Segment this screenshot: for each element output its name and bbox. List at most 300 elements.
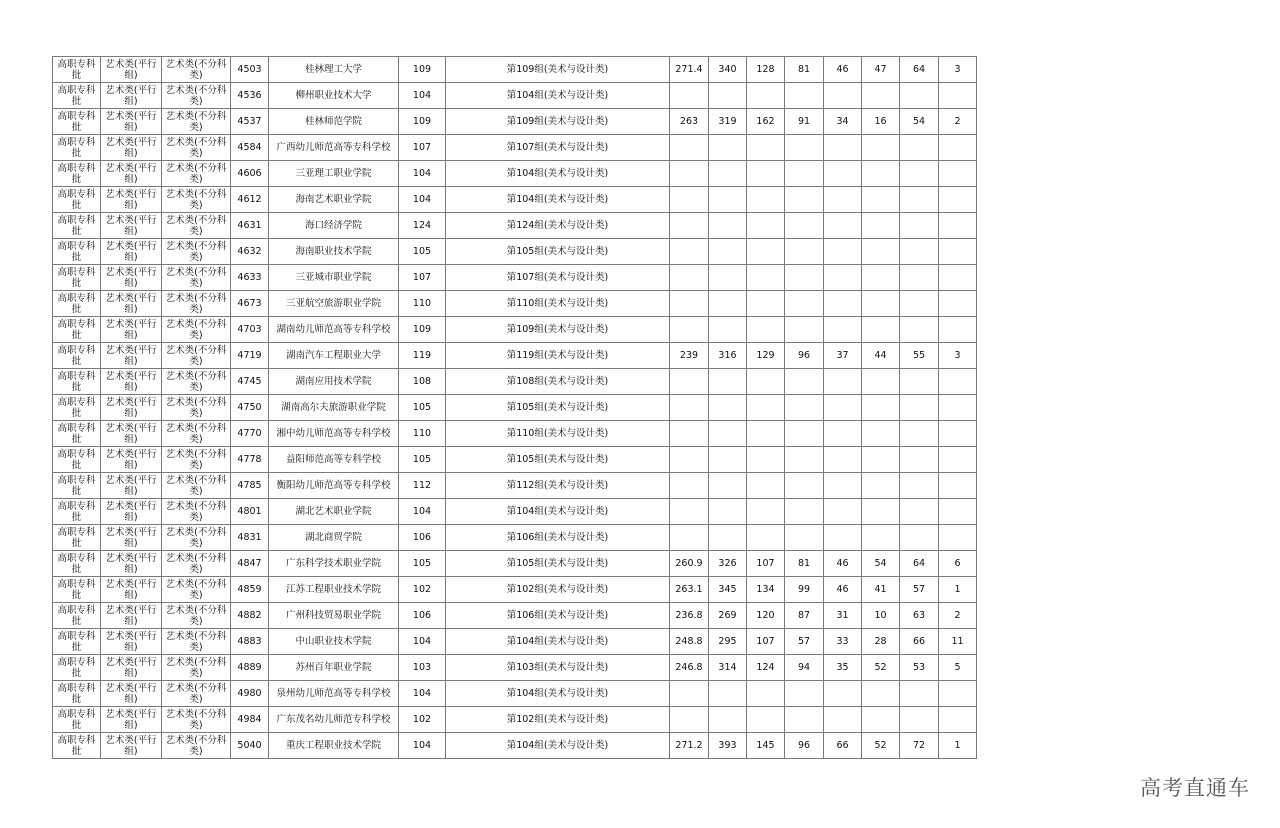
cell-col-f: 2 xyxy=(939,603,977,629)
cell-col-e xyxy=(900,187,939,213)
cell-subject-type: 艺术类(不分科类) xyxy=(162,213,231,239)
table-row xyxy=(53,395,977,421)
cell-col-e xyxy=(900,707,939,733)
table-row xyxy=(53,603,977,629)
table-row xyxy=(53,83,977,109)
cell-col-d: 52 xyxy=(862,733,900,759)
table-body xyxy=(53,57,977,759)
cell-col-f xyxy=(939,317,977,343)
cell-group-name: 第109组(美术与设计类) xyxy=(446,57,670,83)
cell-school-name: 湖北艺术职业学院 xyxy=(269,499,399,525)
cell-col-b xyxy=(785,395,824,421)
cell-school-code: 5040 xyxy=(231,733,269,759)
cell-col-e: 55 xyxy=(900,343,939,369)
cell-avg-score xyxy=(670,499,709,525)
cell-col-d: 52 xyxy=(862,655,900,681)
cell-col-b: 57 xyxy=(785,629,824,655)
cell-col-e xyxy=(900,447,939,473)
cell-col-e xyxy=(900,499,939,525)
cell-col-d xyxy=(862,395,900,421)
cell-batch: 高职专科批 xyxy=(53,265,101,291)
cell-col-a: 145 xyxy=(747,733,785,759)
cell-school-code: 4632 xyxy=(231,239,269,265)
cell-school-code: 4770 xyxy=(231,421,269,447)
table-row xyxy=(53,109,977,135)
cell-batch: 高职专科批 xyxy=(53,83,101,109)
cell-category: 艺术类(平行组) xyxy=(101,109,162,135)
cell-col-f: 1 xyxy=(939,733,977,759)
cell-col-f: 1 xyxy=(939,577,977,603)
table-row xyxy=(53,213,977,239)
cell-subject-type: 艺术类(不分科类) xyxy=(162,187,231,213)
cell-school-name: 广州科技贸易职业学院 xyxy=(269,603,399,629)
cell-col-f: 2 xyxy=(939,109,977,135)
cell-col-e: 57 xyxy=(900,577,939,603)
cell-col-c xyxy=(824,213,862,239)
cell-group-code: 109 xyxy=(399,57,446,83)
cell-subject-type: 艺术类(不分科类) xyxy=(162,83,231,109)
cell-batch: 高职专科批 xyxy=(53,473,101,499)
cell-batch: 高职专科批 xyxy=(53,577,101,603)
cell-col-c xyxy=(824,83,862,109)
cell-col-f xyxy=(939,421,977,447)
cell-subject-type: 艺术类(不分科类) xyxy=(162,473,231,499)
cell-col-e xyxy=(900,213,939,239)
cell-col-d xyxy=(862,265,900,291)
cell-col-c: 46 xyxy=(824,577,862,603)
cell-col-f xyxy=(939,239,977,265)
cell-school-name: 三亚城市职业学院 xyxy=(269,265,399,291)
cell-category: 艺术类(平行组) xyxy=(101,551,162,577)
cell-col-a xyxy=(747,447,785,473)
cell-group-code: 107 xyxy=(399,135,446,161)
cell-col-e: 63 xyxy=(900,603,939,629)
cell-category: 艺术类(平行组) xyxy=(101,447,162,473)
cell-category: 艺术类(平行组) xyxy=(101,57,162,83)
cell-col-f xyxy=(939,447,977,473)
cell-school-code: 4606 xyxy=(231,161,269,187)
table-row xyxy=(53,655,977,681)
cell-subject-type: 艺术类(不分科类) xyxy=(162,265,231,291)
cell-batch: 高职专科批 xyxy=(53,161,101,187)
cell-col-a xyxy=(747,265,785,291)
cell-category: 艺术类(平行组) xyxy=(101,733,162,759)
cell-group-name: 第108组(美术与设计类) xyxy=(446,369,670,395)
cell-school-name: 湖南汽车工程职业大学 xyxy=(269,343,399,369)
cell-col-b xyxy=(785,239,824,265)
cell-batch: 高职专科批 xyxy=(53,187,101,213)
cell-subject-type: 艺术类(不分科类) xyxy=(162,161,231,187)
cell-group-code: 105 xyxy=(399,447,446,473)
cell-col-e xyxy=(900,369,939,395)
cell-school-code: 4778 xyxy=(231,447,269,473)
cell-group-name: 第109组(美术与设计类) xyxy=(446,317,670,343)
cell-avg-score: 271.2 xyxy=(670,733,709,759)
cell-col-d: 10 xyxy=(862,603,900,629)
cell-school-code: 4883 xyxy=(231,629,269,655)
cell-col-a xyxy=(747,317,785,343)
cell-col-e xyxy=(900,265,939,291)
cell-col-b: 87 xyxy=(785,603,824,629)
cell-avg-score: 260.9 xyxy=(670,551,709,577)
cell-col-b xyxy=(785,525,824,551)
cell-col-b xyxy=(785,447,824,473)
cell-avg-score xyxy=(670,421,709,447)
cell-col-e xyxy=(900,473,939,499)
cell-category: 艺术类(平行组) xyxy=(101,577,162,603)
cell-max-score: 269 xyxy=(709,603,747,629)
cell-school-code: 4750 xyxy=(231,395,269,421)
cell-category: 艺术类(平行组) xyxy=(101,291,162,317)
cell-group-name: 第102组(美术与设计类) xyxy=(446,577,670,603)
cell-col-f xyxy=(939,681,977,707)
cell-school-name: 湖南幼儿师范高等专科学校 xyxy=(269,317,399,343)
cell-school-name: 湖北商贸学院 xyxy=(269,525,399,551)
cell-subject-type: 艺术类(不分科类) xyxy=(162,317,231,343)
cell-school-code: 4703 xyxy=(231,317,269,343)
cell-max-score xyxy=(709,187,747,213)
cell-max-score: 319 xyxy=(709,109,747,135)
cell-batch: 高职专科批 xyxy=(53,707,101,733)
cell-col-f xyxy=(939,707,977,733)
cell-col-e xyxy=(900,317,939,343)
cell-col-a xyxy=(747,291,785,317)
cell-category: 艺术类(平行组) xyxy=(101,525,162,551)
cell-col-b: 81 xyxy=(785,57,824,83)
cell-school-code: 4537 xyxy=(231,109,269,135)
cell-col-e xyxy=(900,681,939,707)
cell-col-c: 37 xyxy=(824,343,862,369)
cell-col-a: 120 xyxy=(747,603,785,629)
cell-avg-score xyxy=(670,83,709,109)
cell-group-name: 第102组(美术与设计类) xyxy=(446,707,670,733)
cell-col-e xyxy=(900,291,939,317)
cell-school-name: 桂林理工大学 xyxy=(269,57,399,83)
cell-col-c xyxy=(824,707,862,733)
cell-avg-score xyxy=(670,187,709,213)
cell-category: 艺术类(平行组) xyxy=(101,655,162,681)
cell-col-b xyxy=(785,707,824,733)
table-row xyxy=(53,239,977,265)
cell-batch: 高职专科批 xyxy=(53,603,101,629)
cell-col-d xyxy=(862,681,900,707)
cell-group-code: 102 xyxy=(399,577,446,603)
cell-category: 艺术类(平行组) xyxy=(101,473,162,499)
cell-col-c xyxy=(824,447,862,473)
cell-group-code: 102 xyxy=(399,707,446,733)
cell-col-f xyxy=(939,525,977,551)
cell-batch: 高职专科批 xyxy=(53,343,101,369)
cell-col-d: 28 xyxy=(862,629,900,655)
table-row xyxy=(53,733,977,759)
table-row xyxy=(53,681,977,707)
cell-category: 艺术类(平行组) xyxy=(101,421,162,447)
table-row xyxy=(53,57,977,83)
table-row xyxy=(53,499,977,525)
cell-group-name: 第104组(美术与设计类) xyxy=(446,499,670,525)
cell-col-c xyxy=(824,135,862,161)
cell-category: 艺术类(平行组) xyxy=(101,707,162,733)
cell-group-code: 105 xyxy=(399,239,446,265)
cell-col-a: 134 xyxy=(747,577,785,603)
cell-group-code: 104 xyxy=(399,187,446,213)
cell-avg-score xyxy=(670,707,709,733)
cell-col-f xyxy=(939,265,977,291)
cell-group-name: 第110组(美术与设计类) xyxy=(446,291,670,317)
cell-avg-score xyxy=(670,265,709,291)
cell-subject-type: 艺术类(不分科类) xyxy=(162,239,231,265)
cell-school-code: 4785 xyxy=(231,473,269,499)
cell-col-b xyxy=(785,681,824,707)
cell-group-name: 第105组(美术与设计类) xyxy=(446,395,670,421)
cell-max-score xyxy=(709,525,747,551)
cell-col-a xyxy=(747,525,785,551)
cell-group-code: 106 xyxy=(399,525,446,551)
cell-school-name: 海口经济学院 xyxy=(269,213,399,239)
cell-group-code: 104 xyxy=(399,161,446,187)
cell-max-score xyxy=(709,239,747,265)
cell-col-e xyxy=(900,239,939,265)
cell-col-b: 96 xyxy=(785,343,824,369)
cell-col-c xyxy=(824,187,862,213)
cell-batch: 高职专科批 xyxy=(53,109,101,135)
cell-col-d xyxy=(862,499,900,525)
cell-category: 艺术类(平行组) xyxy=(101,213,162,239)
cell-col-f xyxy=(939,161,977,187)
cell-col-e: 64 xyxy=(900,57,939,83)
cell-school-name: 中山职业技术学院 xyxy=(269,629,399,655)
cell-category: 艺术类(平行组) xyxy=(101,681,162,707)
cell-col-f xyxy=(939,291,977,317)
cell-col-a: 107 xyxy=(747,551,785,577)
cell-col-f: 5 xyxy=(939,655,977,681)
cell-col-d xyxy=(862,473,900,499)
cell-col-f xyxy=(939,213,977,239)
cell-col-a: 107 xyxy=(747,629,785,655)
cell-subject-type: 艺术类(不分科类) xyxy=(162,369,231,395)
cell-col-e xyxy=(900,135,939,161)
cell-col-d xyxy=(862,447,900,473)
cell-col-d xyxy=(862,291,900,317)
cell-col-a: 162 xyxy=(747,109,785,135)
cell-col-d: 47 xyxy=(862,57,900,83)
cell-col-c xyxy=(824,473,862,499)
table-row xyxy=(53,291,977,317)
cell-avg-score xyxy=(670,395,709,421)
cell-col-c xyxy=(824,421,862,447)
cell-group-code: 110 xyxy=(399,421,446,447)
watermark-text: 高考直通车 xyxy=(1140,776,1250,800)
cell-max-score xyxy=(709,421,747,447)
cell-group-name: 第106组(美术与设计类) xyxy=(446,603,670,629)
cell-avg-score xyxy=(670,291,709,317)
cell-col-a xyxy=(747,213,785,239)
cell-col-e: 64 xyxy=(900,551,939,577)
cell-col-a xyxy=(747,707,785,733)
cell-school-name: 柳州职业技术大学 xyxy=(269,83,399,109)
cell-group-code: 106 xyxy=(399,603,446,629)
cell-school-code: 4801 xyxy=(231,499,269,525)
cell-group-code: 105 xyxy=(399,395,446,421)
cell-school-code: 4673 xyxy=(231,291,269,317)
cell-col-c: 66 xyxy=(824,733,862,759)
cell-subject-type: 艺术类(不分科类) xyxy=(162,603,231,629)
cell-group-code: 108 xyxy=(399,369,446,395)
cell-col-c xyxy=(824,239,862,265)
cell-group-code: 104 xyxy=(399,733,446,759)
cell-col-c xyxy=(824,395,862,421)
cell-group-code: 109 xyxy=(399,317,446,343)
cell-group-code: 104 xyxy=(399,83,446,109)
cell-school-name: 衡阳幼儿师范高等专科学校 xyxy=(269,473,399,499)
table-row xyxy=(53,447,977,473)
cell-school-code: 4745 xyxy=(231,369,269,395)
cell-col-f xyxy=(939,135,977,161)
cell-batch: 高职专科批 xyxy=(53,239,101,265)
cell-school-name: 益阳师范高等专科学校 xyxy=(269,447,399,473)
cell-subject-type: 艺术类(不分科类) xyxy=(162,551,231,577)
cell-batch: 高职专科批 xyxy=(53,369,101,395)
cell-max-score xyxy=(709,473,747,499)
cell-batch: 高职专科批 xyxy=(53,395,101,421)
cell-col-d: 54 xyxy=(862,551,900,577)
cell-school-code: 4889 xyxy=(231,655,269,681)
cell-col-b xyxy=(785,421,824,447)
cell-category: 艺术类(平行组) xyxy=(101,343,162,369)
cell-col-f: 3 xyxy=(939,343,977,369)
cell-col-c: 33 xyxy=(824,629,862,655)
cell-subject-type: 艺术类(不分科类) xyxy=(162,109,231,135)
cell-col-a xyxy=(747,369,785,395)
cell-col-a xyxy=(747,473,785,499)
cell-school-code: 4984 xyxy=(231,707,269,733)
cell-batch: 高职专科批 xyxy=(53,213,101,239)
cell-group-name: 第109组(美术与设计类) xyxy=(446,109,670,135)
cell-col-b xyxy=(785,369,824,395)
table-row xyxy=(53,135,977,161)
cell-group-code: 119 xyxy=(399,343,446,369)
table-row xyxy=(53,187,977,213)
cell-category: 艺术类(平行组) xyxy=(101,135,162,161)
cell-group-code: 112 xyxy=(399,473,446,499)
cell-col-d xyxy=(862,317,900,343)
cell-group-code: 110 xyxy=(399,291,446,317)
cell-max-score xyxy=(709,447,747,473)
cell-group-code: 104 xyxy=(399,681,446,707)
cell-group-code: 109 xyxy=(399,109,446,135)
cell-col-b xyxy=(785,83,824,109)
cell-col-c xyxy=(824,291,862,317)
cell-col-d: 44 xyxy=(862,343,900,369)
cell-batch: 高职专科批 xyxy=(53,681,101,707)
cell-col-f: 11 xyxy=(939,629,977,655)
cell-category: 艺术类(平行组) xyxy=(101,369,162,395)
cell-max-score xyxy=(709,135,747,161)
cell-col-c xyxy=(824,525,862,551)
cell-avg-score xyxy=(670,369,709,395)
cell-col-a: 128 xyxy=(747,57,785,83)
table-row xyxy=(53,629,977,655)
cell-max-score xyxy=(709,317,747,343)
cell-subject-type: 艺术类(不分科类) xyxy=(162,447,231,473)
cell-category: 艺术类(平行组) xyxy=(101,395,162,421)
cell-col-c: 46 xyxy=(824,57,862,83)
cell-category: 艺术类(平行组) xyxy=(101,161,162,187)
cell-subject-type: 艺术类(不分科类) xyxy=(162,681,231,707)
cell-col-f: 6 xyxy=(939,551,977,577)
cell-school-name: 江苏工程职业技术学院 xyxy=(269,577,399,603)
cell-school-name: 湖南高尔夫旅游职业学院 xyxy=(269,395,399,421)
cell-group-name: 第105组(美术与设计类) xyxy=(446,551,670,577)
cell-max-score xyxy=(709,161,747,187)
cell-col-e xyxy=(900,161,939,187)
cell-avg-score: 236.8 xyxy=(670,603,709,629)
cell-school-name: 广东科学技术职业学院 xyxy=(269,551,399,577)
cell-avg-score: 246.8 xyxy=(670,655,709,681)
cell-col-d xyxy=(862,161,900,187)
cell-group-name: 第104组(美术与设计类) xyxy=(446,629,670,655)
cell-col-b: 99 xyxy=(785,577,824,603)
cell-group-code: 107 xyxy=(399,265,446,291)
cell-avg-score xyxy=(670,317,709,343)
cell-col-c xyxy=(824,317,862,343)
cell-col-c: 31 xyxy=(824,603,862,629)
cell-category: 艺术类(平行组) xyxy=(101,629,162,655)
cell-max-score xyxy=(709,213,747,239)
cell-col-a xyxy=(747,135,785,161)
cell-col-e: 53 xyxy=(900,655,939,681)
admission-score-table xyxy=(52,56,977,759)
cell-subject-type: 艺术类(不分科类) xyxy=(162,733,231,759)
cell-max-score xyxy=(709,265,747,291)
cell-school-code: 4847 xyxy=(231,551,269,577)
cell-max-score xyxy=(709,291,747,317)
cell-avg-score xyxy=(670,213,709,239)
cell-col-b xyxy=(785,499,824,525)
cell-batch: 高职专科批 xyxy=(53,525,101,551)
cell-school-code: 4831 xyxy=(231,525,269,551)
cell-col-a xyxy=(747,499,785,525)
cell-school-code: 4859 xyxy=(231,577,269,603)
cell-batch: 高职专科批 xyxy=(53,421,101,447)
cell-col-d xyxy=(862,707,900,733)
cell-max-score xyxy=(709,369,747,395)
cell-col-d xyxy=(862,369,900,395)
cell-category: 艺术类(平行组) xyxy=(101,187,162,213)
cell-col-b xyxy=(785,473,824,499)
cell-max-score: 340 xyxy=(709,57,747,83)
cell-batch: 高职专科批 xyxy=(53,629,101,655)
cell-group-code: 104 xyxy=(399,629,446,655)
cell-subject-type: 艺术类(不分科类) xyxy=(162,577,231,603)
cell-batch: 高职专科批 xyxy=(53,135,101,161)
cell-subject-type: 艺术类(不分科类) xyxy=(162,707,231,733)
cell-col-d xyxy=(862,421,900,447)
cell-col-b: 81 xyxy=(785,551,824,577)
cell-col-d xyxy=(862,525,900,551)
cell-col-f xyxy=(939,369,977,395)
cell-subject-type: 艺术类(不分科类) xyxy=(162,629,231,655)
cell-col-c xyxy=(824,499,862,525)
cell-avg-score: 248.8 xyxy=(670,629,709,655)
cell-col-d xyxy=(862,135,900,161)
table-row xyxy=(53,265,977,291)
cell-col-c xyxy=(824,369,862,395)
cell-col-a xyxy=(747,681,785,707)
cell-category: 艺术类(平行组) xyxy=(101,603,162,629)
cell-col-c xyxy=(824,161,862,187)
cell-col-a xyxy=(747,239,785,265)
